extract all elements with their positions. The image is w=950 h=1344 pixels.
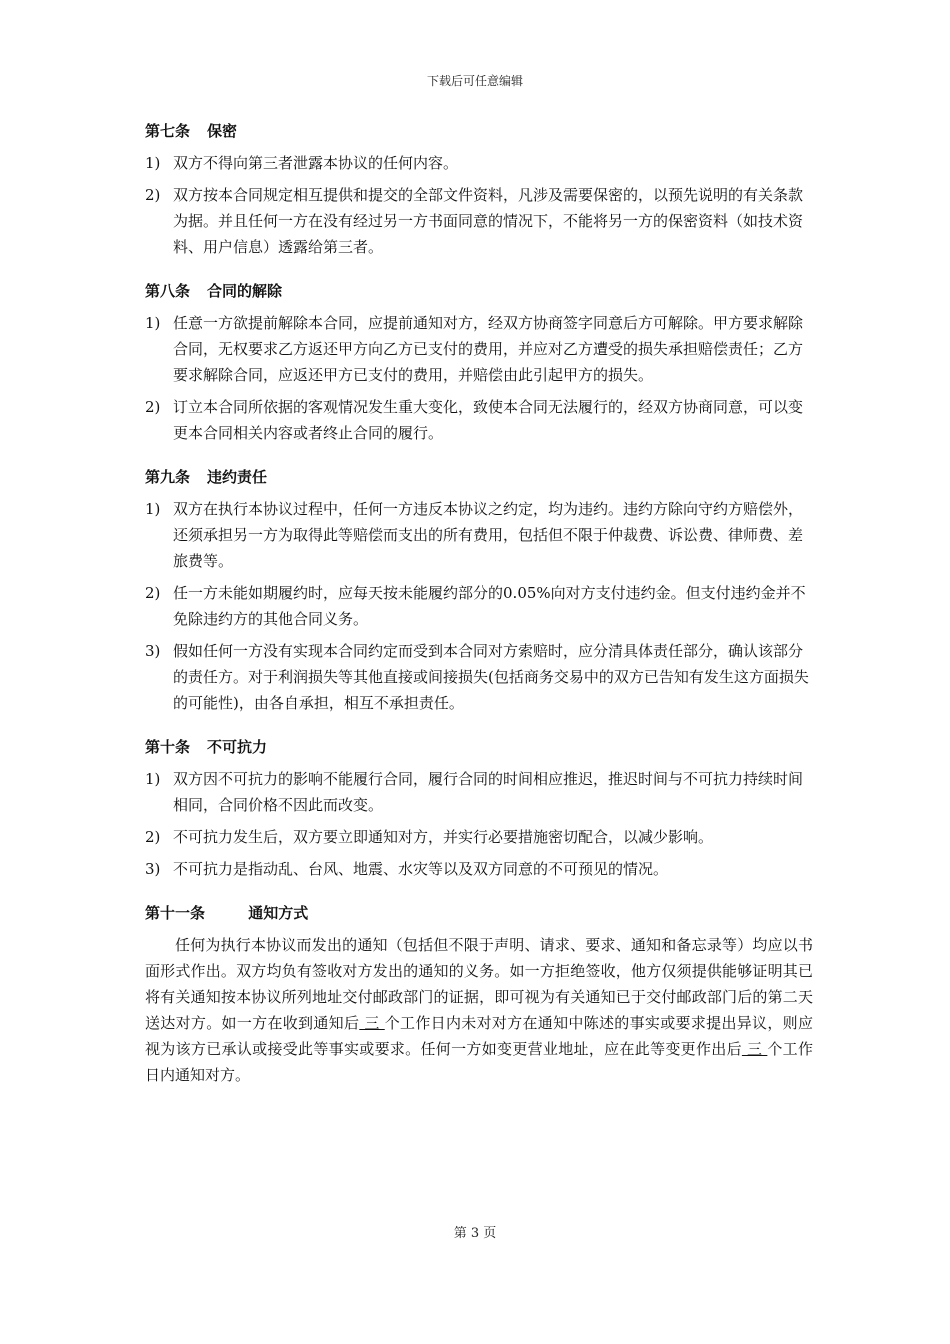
list-item-text: 不可抗力发生后，双方要立即通知对方，并实行必要措施密切配合，以减少影响。 <box>173 828 714 846</box>
notice-text-2: 个工作日内未对对方在通知中陈述的事实或要求提出异议，则应视为该方已承认或接受此等事实或要求。任何一方如变更营业地址，应在此等变更作出后 <box>145 1014 813 1058</box>
list-item <box>145 638 813 716</box>
clause-title <box>145 900 813 926</box>
clause-number: 第七条 <box>145 122 191 140</box>
document-body <box>145 118 813 1106</box>
clause-heading: 合同的解除 <box>207 282 283 300</box>
clause-number: 第十条 <box>145 738 191 756</box>
list-item-number: 3) <box>145 860 161 878</box>
notice-days-1: 三 <box>359 1014 385 1032</box>
list-item-number: 1) <box>145 770 161 788</box>
list-item <box>145 766 813 818</box>
list-item-number: 3) <box>145 642 161 660</box>
list-item-text: 不可抗力是指动乱、台风、地震、水灾等以及双方同意的不可预见的情况。 <box>173 860 669 878</box>
clause <box>145 118 813 260</box>
list-item-text: 双方按本合同规定相互提供和提交的全部文件资料，凡涉及需要保密的，以预先说明的有关条款为据。并且任何一方在没有经过另一方书面同意的情况下，不能将另一方的保密资料（如技术资料、用户信息）透露给第三者。 <box>173 186 804 256</box>
clause-number: 第八条 <box>145 282 191 300</box>
clause-title <box>145 118 813 144</box>
list-item-number: 2) <box>145 186 161 204</box>
clause-heading: 通知方式 <box>248 904 309 922</box>
notice-text-3: 个工作日内通知对方。 <box>145 1040 813 1084</box>
list-item-number: 2) <box>145 398 161 416</box>
clause <box>145 464 813 716</box>
list-item-number: 2) <box>145 584 161 602</box>
clause-notice <box>145 900 813 1088</box>
notice-text-1: 任何为执行本协议而发出的通知（包括但不限于声明、请求、要求、通知和备忘录等）均应以书面形式作出。双方均负有签收对方发出的通知的义务。如一方拒绝签收，他方仅须提供能够证明其已将有关通知按本协议所列地址交付邮政部门的证据，即可视为有关通知已于交付邮政部门后的第二天送达对方。如一方在收到通知后 <box>145 936 813 1032</box>
clause-title <box>145 278 813 304</box>
list-item-text: 任意一方欲提前解除本合同，应提前通知对方，经双方协商签字同意后方可解除。甲方要求解除合同，无权要求乙方返还甲方向乙方已支付的费用，并应对乙方遭受的损失承担赔偿责任；乙方要求解除合同，应返还甲方已支付的费用，并赔偿由此引起甲方的损失。 <box>173 314 804 384</box>
clause-heading: 保密 <box>207 122 238 140</box>
list-item-number: 1) <box>145 154 161 172</box>
list-item-number: 1) <box>145 314 161 332</box>
clause-heading: 不可抗力 <box>207 738 268 756</box>
list-item-number: 2) <box>145 828 161 846</box>
clause-heading: 违约责任 <box>207 468 268 486</box>
list-item <box>145 824 813 850</box>
list-item-text: 假如任何一方没有实现本合同约定而受到本合同对方索赔时，应分清具体责任部分，确认该部分的责任方。对于利润损失等其他直接或间接损失(包括商务交易中的双方已告知有发生这方面损失的可能性)，由各自承担，相互不承担责任。 <box>173 642 809 712</box>
clause <box>145 278 813 446</box>
list-item <box>145 394 813 446</box>
list-item <box>145 310 813 388</box>
clause-title <box>145 464 813 490</box>
clauses <box>145 118 813 882</box>
clause-title <box>145 734 813 760</box>
list-item-text: 订立本合同所依据的客观情况发生重大变化，致使本合同无法履行的，经双方协商同意，可以变更本合同相关内容或者终止合同的履行。 <box>173 398 804 442</box>
list-item-text: 双方因不可抗力的影响不能履行合同，履行合同的时间相应推迟，推迟时间与不可抗力持续时间相同，合同价格不因此而改变。 <box>173 770 804 814</box>
list-item <box>145 150 813 176</box>
list-item-number: 1) <box>145 500 161 518</box>
clause <box>145 734 813 882</box>
list-item <box>145 182 813 260</box>
list-item <box>145 496 813 574</box>
notice-days-2: 三 <box>741 1040 768 1058</box>
list-item-text: 任一方未能如期履约时，应每天按未能履约部分的0.05%向对方支付违约金。但支付违约金并不免除违约方的其他合同义务。 <box>173 584 806 628</box>
list-item <box>145 580 813 632</box>
page-number: 第 3 页 <box>453 1226 497 1241</box>
clause-number: 第十一条 <box>145 904 206 922</box>
page-header: 下载后可任意编辑 <box>426 74 523 88</box>
notice-paragraph <box>145 932 813 1088</box>
list-item-text: 双方不得向第三者泄露本协议的任何内容。 <box>173 154 459 172</box>
clause-number: 第九条 <box>145 468 191 486</box>
list-item-text: 双方在执行本协议过程中，任何一方违反本协议之约定，均为违约。违约方除向守约方赔偿外，还须承担另一方为取得此等赔偿而支出的所有费用，包括但不限于仲裁费、诉讼费、律师费、差旅费等。 <box>173 500 804 570</box>
list-item <box>145 856 813 882</box>
